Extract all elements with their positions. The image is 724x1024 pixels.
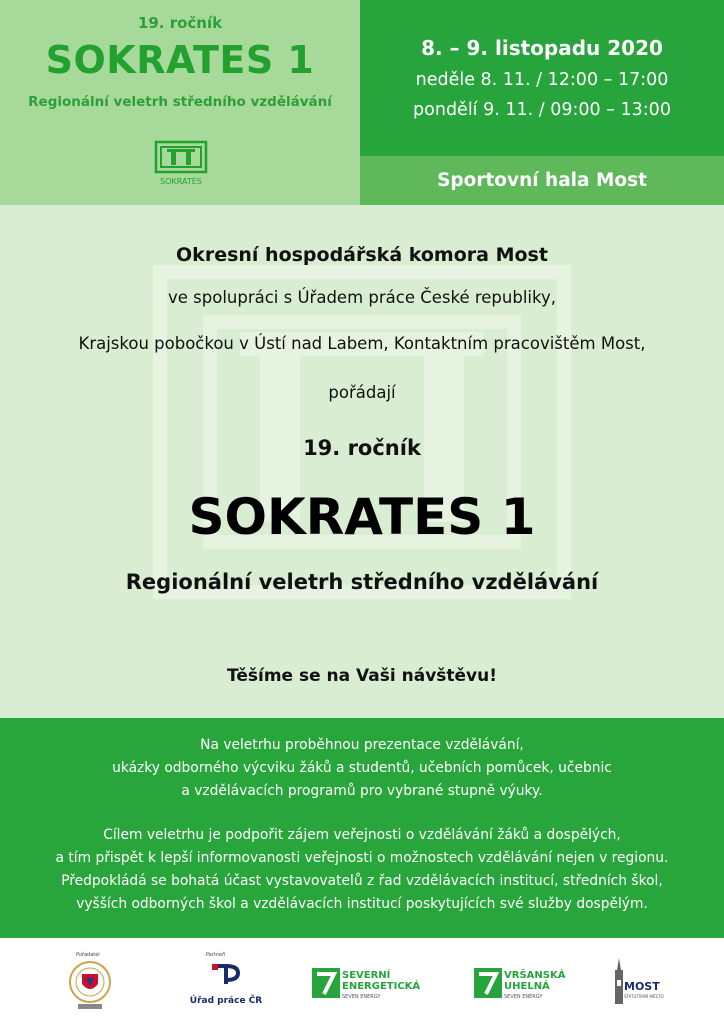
seven-energy-icon [312,968,340,998]
welcome-text: Těšíme se na Vaši návštěvu! [227,666,497,686]
organizer-label: Pořadatel [76,952,100,958]
info-p2-line: vyšších odborných škol a vzdělávacích institucí poskytujících své služby dospělým. [76,896,648,912]
info-p1-line: ukázky odborného výcviku žáků a studentů, učebních pomůcek, učebnic [112,760,612,776]
urad-prace-icon [210,962,242,990]
urad-prace-label: Úřad práce ČR [189,996,263,1006]
vrsanska-uhelna-logo [504,970,565,1003]
vrsanska-line3: SEVEN ENERGY [504,994,543,1000]
severni-line3: SEVEN ENERGY [342,994,381,1000]
info-p2-line: a tím přispět k lepší informovanosti veřejnosti o možnostech vzdělávání nejen v regionu. [55,850,669,866]
sokrates-watermark [150,262,574,602]
severni-energeticka-logo [342,970,420,1003]
cooperation-line-2: Krajskou pobočkou v Ústí nad Labem, Kontaktním pracovištěm Most, [78,334,646,353]
most-label: MOST [624,980,660,993]
info-p2-line: Předpokládá se bohatá účast vystavovatelů z řad vzdělávacích institucí, středních škol, [61,873,663,889]
info-p1-line: Na veletrhu proběhnou prezentace vzdělávání, [200,737,524,753]
day1-hours: neděle 8. 11. / 12:00 – 17:00 [415,70,669,90]
sokrates-logo-text: SOKRATES [160,177,202,186]
info-p2-line: Cílem veletrhu je podpořit zájem veřejnosti o vzdělávání žáků a dospělých, [103,827,621,843]
venue: Sportovní hala Most [437,170,647,191]
main-title: SOKRATES 1 [188,488,536,546]
sokrates-logo [154,140,208,188]
partners-label: Partneři [206,952,226,958]
cooperation-line-1: ve spolupráci s Úřadem práce České republiky, [168,288,556,307]
chamber-seal-logo [68,960,112,1010]
vrsanska-line1: VRŠANSKÁ [504,970,566,981]
main-edition: 19. ročník [303,436,421,460]
date-range: 8. – 9. listopadu 2020 [421,36,663,60]
main-subtitle: Regionální veletrh středního vzdělávání [125,570,599,594]
seven-energy-icon-2 [474,968,502,998]
header-edition: 19. ročník [137,14,223,32]
most-sub: STATUTÁRNÍ MĚSTO [624,994,664,999]
header-title: SOKRATES 1 [45,38,315,82]
severni-line2: ENERGETICKÁ [342,981,421,992]
organize-text: pořádají [328,383,396,402]
info-p1-line: a vzdělávacích programů pro vybrané stupně výuky. [181,783,543,799]
header-subtitle: Regionální veletrh středního vzdělávání [28,94,332,110]
vrsanska-line2: UHELNÁ [504,981,550,992]
day2-hours: pondělí 9. 11. / 09:00 – 13:00 [413,100,671,120]
organizer: Okresní hospodářská komora Most [176,244,548,266]
severni-line1: SEVERNÍ [342,970,391,981]
